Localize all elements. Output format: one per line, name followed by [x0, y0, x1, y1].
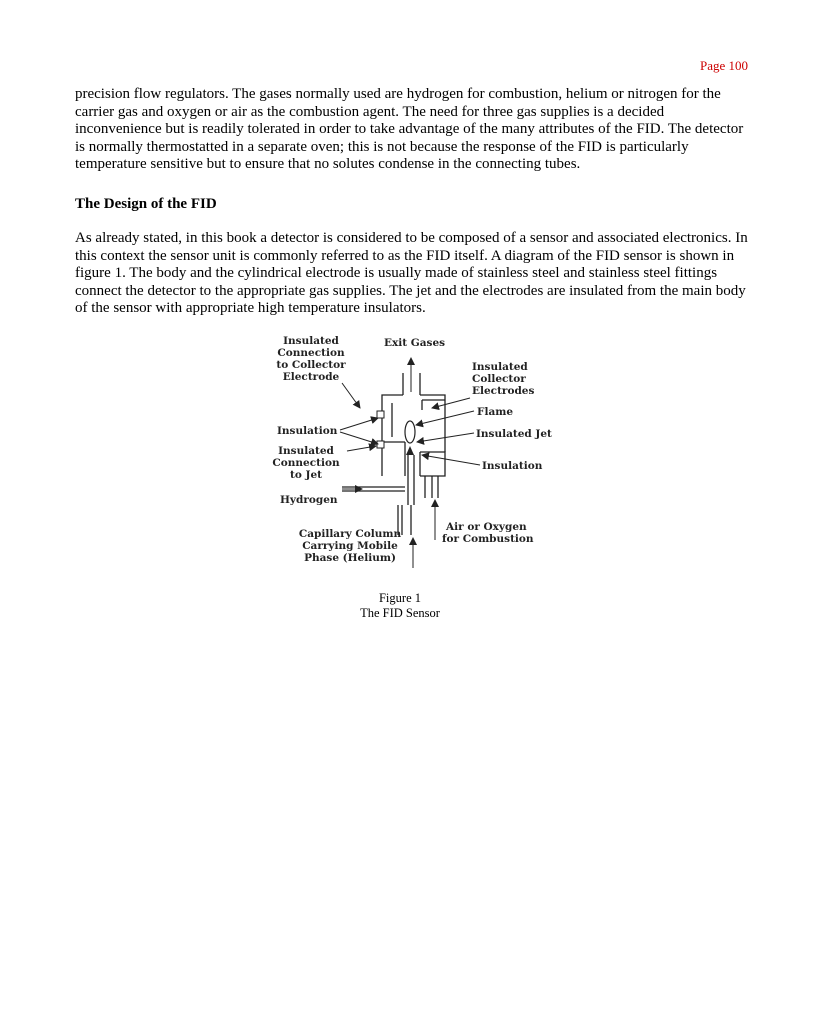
label-insulated-jet: Insulated Jet: [476, 428, 552, 440]
label-insulation-left: Insulation: [277, 425, 338, 437]
svg-text:Insulated: Insulated: [283, 335, 339, 347]
sensor-body: [342, 373, 445, 535]
svg-text:Electrodes: Electrodes: [472, 385, 535, 397]
label-insulated-connection-jet: [272, 445, 340, 481]
svg-text:Air or Oxygen: Air or Oxygen: [446, 521, 527, 533]
label-insulated-collector-electrodes: [472, 361, 534, 397]
section-heading: The Design of the FID: [75, 196, 217, 212]
label-capillary-column: [299, 528, 402, 564]
figure-title: The FID Sensor: [360, 606, 440, 620]
insulator-upper: [377, 411, 384, 418]
flame-shape: [405, 421, 415, 443]
svg-text:for Combustion: for Combustion: [442, 533, 534, 545]
svg-text:to Collector: to Collector: [276, 359, 346, 371]
body-paragraph-1: precision flow regulators. The gases normally used are hydrogen for combustion, helium or nitrogen for the carrier gas and oxygen or air as the combustion agent. The need for three gas supplies is a decided inconvenience but is readily tolerated in order to take advantage of the many attributes of the FID. The detector is normally thermostatted in a separate oven; this is not because the response of the FID is particularly temperature sensitive but to ensure that no solutes condense in the connecting tubes.: [75, 86, 744, 172]
jet-tip: [406, 446, 414, 455]
svg-text:Phase (Helium): Phase (Helium): [304, 552, 396, 564]
svg-text:Insulated: Insulated: [278, 445, 334, 457]
svg-text:to Jet: to Jet: [289, 469, 323, 481]
label-hydrogen: Hydrogen: [280, 494, 338, 506]
label-flame: Flame: [477, 406, 514, 418]
body-paragraph-2: As already stated, in this book a detector is considered to be composed of a sensor and associated electronics. In this context the sensor unit is commonly referred to as the FID itself. A diagram of the FID sensor is shown in figure 1. The body and the cylindrical electrode is usually made of stainless steel and stainless steel fittings connect the detector to the appropriate gas supplies. The jet and the electrodes are insulated from the main body of the sensor with appropriate high temperature insulators.: [75, 230, 748, 316]
svg-text:Connection: Connection: [277, 347, 345, 359]
page-number: Page 100: [699, 58, 748, 73]
label-exit-gases: Exit Gases: [384, 337, 446, 349]
figure-number: Figure 1: [378, 591, 421, 605]
svg-text:Collector: Collector: [472, 373, 526, 385]
svg-text:Electrode: Electrode: [282, 371, 340, 383]
label-insulated-connection-collector: [276, 335, 346, 383]
svg-text:Capillary Column: Capillary Column: [298, 528, 402, 540]
insulator-lower: [377, 441, 384, 448]
svg-text:Insulated: Insulated: [472, 361, 528, 373]
label-air-oxygen: [442, 521, 534, 545]
svg-text:Carrying Mobile: Carrying Mobile: [302, 540, 398, 552]
fid-sensor-diagram: [270, 332, 560, 577]
label-insulation-right: Insulation: [482, 460, 543, 472]
svg-text:Connection: Connection: [272, 457, 340, 469]
